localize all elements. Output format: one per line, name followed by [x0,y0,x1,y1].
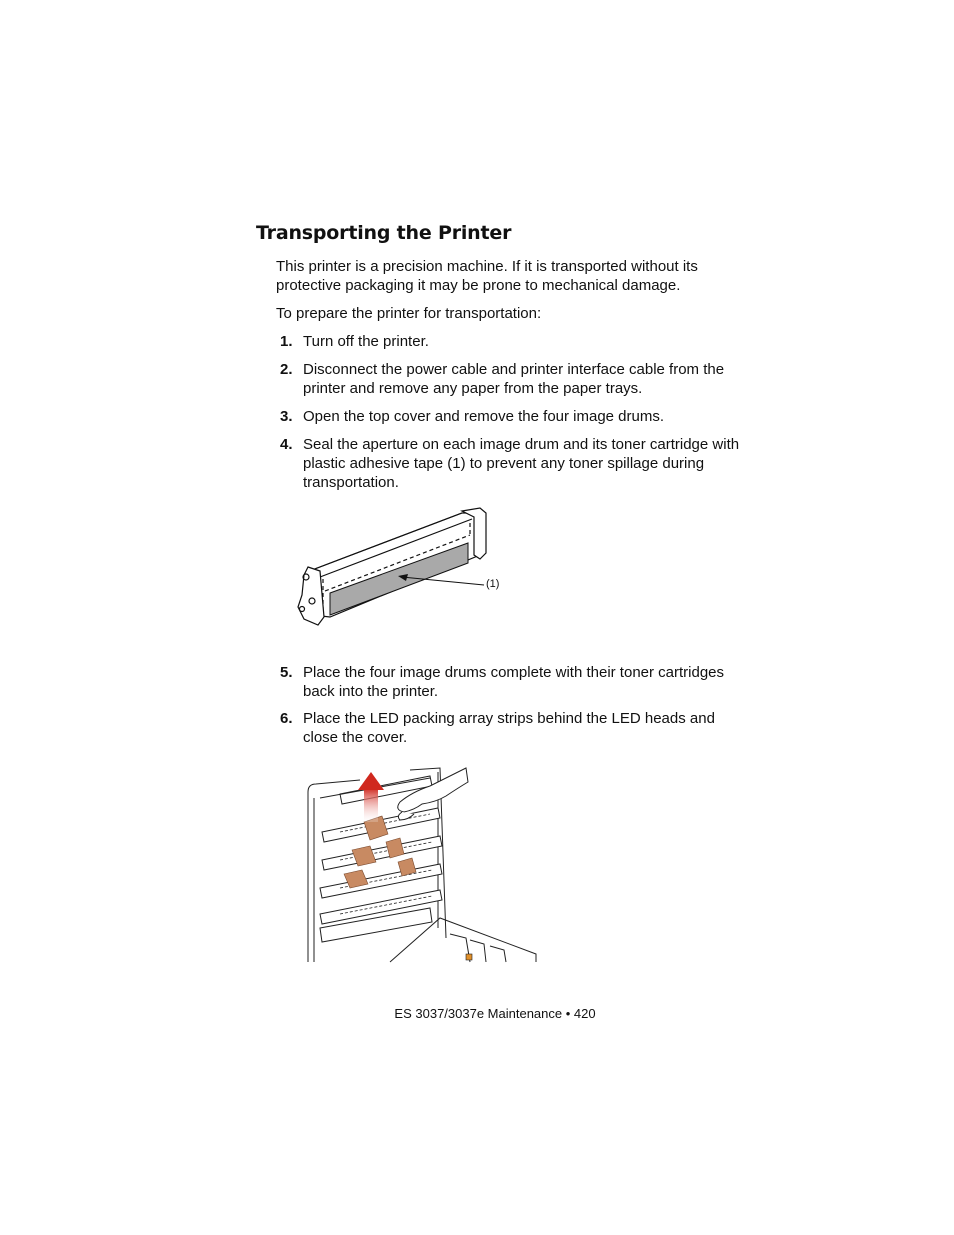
page-footer: ES 3037/3037e Maintenance • 420 [394,1006,596,1021]
image-drum-tape-illustration [290,505,520,635]
step-text: Disconnect the power cable and printer interface cable from the printer and remove any paper from the paper trays. [303,361,725,397]
step-text: Place the four image drums complete with their toner cartridges back into the printer. [303,664,725,700]
intro-paragraph: This printer is a precision machine. If it is transported without its protective packaging it may be prone to mechanical damage. [276,258,698,294]
step-number: 1. [280,333,293,350]
step-number: 5. [280,664,293,681]
step-text: Seal the aperture on each image drum and its toner cartridge with plastic adhesive tape (1) to prevent any toner spillage during transportation. [303,436,740,491]
step-number: 4. [280,436,293,453]
step-text: Turn off the printer. [303,333,429,350]
step-text: Place the LED packing array strips behind the LED heads and close the cover. [303,710,715,746]
step-number: 3. [280,408,293,425]
step-number: 2. [280,361,293,378]
callout-label: (1) [486,578,500,590]
intro-lead-in: To prepare the printer for transportation: [276,305,542,322]
step-text: Open the top cover and remove the four image drums. [303,408,665,425]
step-number: 6. [280,710,293,727]
page-heading: Transporting the Printer [256,222,512,244]
printer-led-strips-illustration [300,758,540,964]
